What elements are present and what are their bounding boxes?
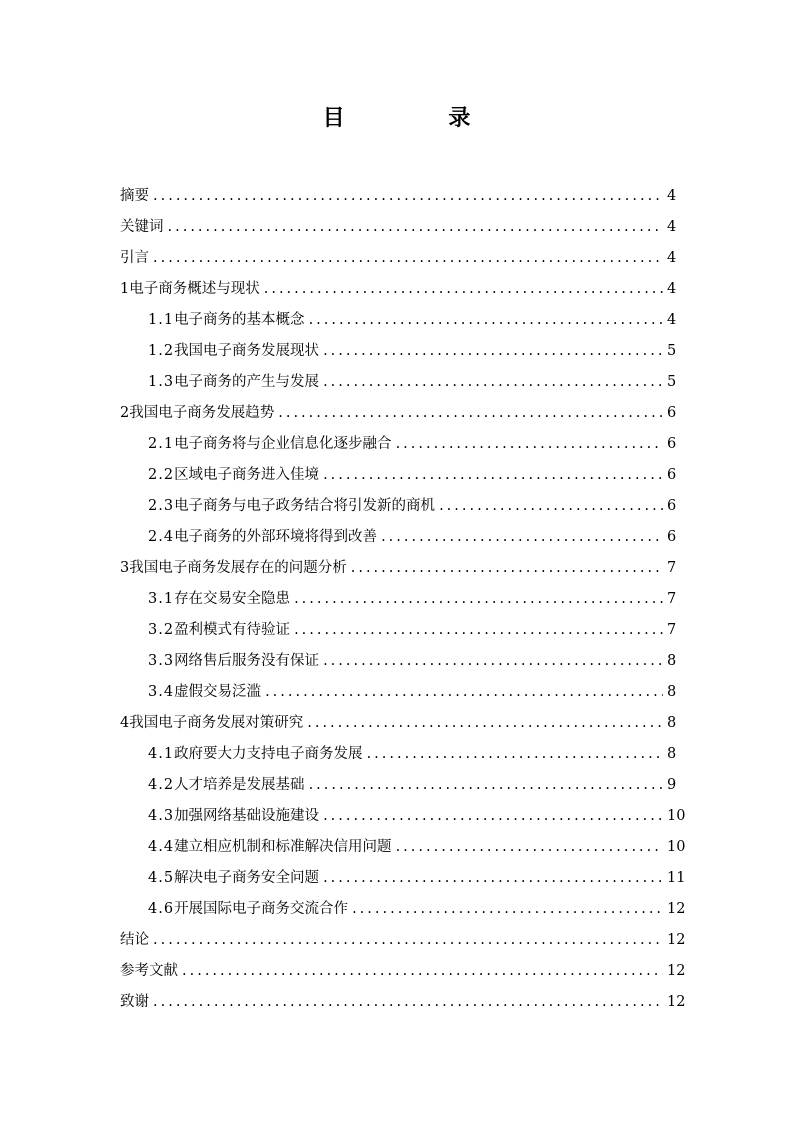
toc-entry[interactable] [120,770,675,801]
toc-entry[interactable] [120,181,675,212]
toc-dot-leader [307,708,663,739]
toc-entry-number: 1.1 [148,312,175,328]
toc-entry-title: 网络售后服务没有保证 [174,653,320,669]
toc-dot-leader [309,770,663,801]
toc-entry-number: 4.4 [148,839,175,855]
toc-entry-page: 5 [667,374,677,390]
toc-entry-number: 2.3 [148,498,175,514]
toc-dot-leader [323,336,663,367]
toc-entry-page: 7 [667,560,677,576]
toc-entry-title: 参考文献 [120,963,178,979]
toc-entry-title: 政府要大力支持电子商务发展 [174,746,363,762]
toc-entry-number: 4.6 [148,901,175,917]
toc-entry-number: 1 [120,281,130,297]
toc-entry-page: 4 [667,219,677,235]
toc-entry-title: 引言 [120,250,149,266]
toc-entry-number: 1.2 [148,343,175,359]
toc-entry-number: 2 [120,405,130,421]
toc-entry[interactable] [120,708,675,739]
toc-entry[interactable] [120,956,686,987]
toc-entry-page: 6 [667,436,677,452]
toc-entry-number: 3.3 [148,653,175,669]
toc-entry-title: 开展国际电子商务交流合作 [174,901,349,917]
toc-entry-title: 区域电子商务进入佳境 [174,467,320,483]
toc-entry[interactable] [120,522,675,553]
toc-dot-leader [278,398,663,429]
toc-dot-leader [323,646,663,677]
toc-dot-leader [381,522,663,553]
toc-entry-page: 8 [667,684,677,700]
toc-entry-number: 4.5 [148,870,175,886]
toc-entry-page: 8 [667,746,677,762]
toc-entry[interactable] [120,553,675,584]
toc-dot-leader [439,491,663,522]
toc-entry-title: 存在交易安全隐患 [174,591,291,607]
toc-entry-page: 4 [667,250,677,266]
toc-dot-leader [182,956,663,987]
toc-entry[interactable] [120,429,675,460]
toc-entry[interactable] [120,677,675,708]
toc-dot-leader [153,243,663,274]
toc-entry-number: 3.1 [148,591,175,607]
toc-entry-number: 4 [120,715,130,731]
toc-entry-page: 6 [667,498,677,514]
toc-dot-leader [367,739,663,770]
toc-entry-page: 4 [667,281,677,297]
toc-dot-leader [352,894,663,925]
toc-entry-title: 盈利模式有待验证 [174,622,291,638]
toc-dot-leader [264,274,663,305]
toc-entry-page: 12 [667,994,686,1010]
toc-entry-title: 结论 [120,932,149,948]
toc-entry-number: 2.1 [148,436,175,452]
toc-entry-title: 解决电子商务安全问题 [174,870,320,886]
toc-entry-title: 关键词 [120,219,164,235]
toc-entry-number: 4.1 [148,746,175,762]
toc-entry[interactable] [120,491,675,522]
toc-entry[interactable] [120,584,675,615]
toc-dot-leader [168,212,664,243]
toc-entry-number: 2.2 [148,467,175,483]
toc-entry-title: 我国电子商务发展存在的问题分析 [129,560,347,576]
toc-entry[interactable] [120,336,675,367]
toc-entry-page: 11 [667,870,686,886]
toc-entry[interactable] [120,398,675,429]
toc-entry-title: 我国电子商务发展现状 [174,343,320,359]
toc-entry-number: 1.3 [148,374,175,390]
toc-dot-leader [323,801,663,832]
toc-entry-title: 加强网络基础设施建设 [174,808,320,824]
toc-entry-page: 8 [667,653,677,669]
toc-dot-leader [309,305,663,336]
toc-entry-title: 人才培养是发展基础 [174,777,305,793]
toc-entry-number: 2.4 [148,529,175,545]
toc-entry-page: 12 [667,932,686,948]
toc-entry-title: 电子商务的基本概念 [174,312,305,328]
toc-entry-page: 6 [667,467,677,483]
toc-entry-title: 摘要 [120,188,149,204]
toc-entry-title: 电子商务与电子政务结合将引发新的商机 [174,498,436,514]
toc-dot-leader [323,460,663,491]
toc-entry[interactable] [120,863,686,894]
toc-entry[interactable] [120,987,686,1018]
toc-entry-page: 8 [667,715,677,731]
toc-entry-number: 3.2 [148,622,175,638]
toc-entry-title: 我国电子商务发展对策研究 [129,715,304,731]
toc-entry-page: 6 [667,405,677,421]
toc-entry-page: 6 [667,529,677,545]
toc-entry-page: 9 [667,777,677,793]
toc-entry[interactable] [120,894,686,925]
page-title: 目 录 [322,105,519,131]
toc-entry[interactable] [120,460,675,491]
toc-entry[interactable] [120,832,686,863]
toc-entry-page: 4 [667,188,677,204]
toc-entry-page: 12 [667,963,686,979]
toc-dot-leader [351,553,663,584]
toc-entry-number: 3.4 [148,684,175,700]
toc-entry[interactable] [120,925,686,956]
toc-entry[interactable] [120,274,675,305]
toc-entry-page: 7 [667,622,677,638]
toc-entry-page: 7 [667,591,677,607]
toc-dot-leader [323,863,663,894]
toc-entry-number: 3 [120,560,130,576]
toc-entry-title: 致谢 [120,994,149,1010]
toc-entry-title: 电子商务将与企业信息化逐步融合 [174,436,392,452]
toc-entry-title: 建立相应机制和标准解决信用问题 [174,839,392,855]
toc-dot-leader [153,925,663,956]
toc-entry[interactable] [120,801,686,832]
toc-entry-title: 电子商务的产生与发展 [174,374,320,390]
toc-entry[interactable] [120,212,675,243]
toc-dot-leader [323,367,663,398]
toc-dot-leader [396,832,663,863]
toc-dot-leader [396,429,663,460]
toc-dot-leader [294,615,663,646]
toc-entry[interactable] [120,646,675,677]
toc-entry-title: 我国电子商务发展趋势 [129,405,275,421]
toc-entry[interactable] [120,367,675,398]
table-of-contents [120,181,686,1018]
toc-entry-title: 电子商务概述与现状 [129,281,260,297]
toc-dot-leader [265,677,663,708]
toc-entry-page: 10 [667,808,686,824]
toc-entry-page: 5 [667,343,677,359]
toc-entry[interactable] [120,739,675,770]
toc-dot-leader [294,584,663,615]
toc-entry[interactable] [120,243,675,274]
toc-entry-page: 10 [667,839,686,855]
toc-entry-title: 电子商务的外部环境将得到改善 [174,529,378,545]
toc-dot-leader [153,987,663,1018]
toc-entry-number: 4.2 [148,777,175,793]
toc-entry[interactable] [120,305,675,336]
toc-entry-page: 4 [667,312,677,328]
toc-dot-leader [153,181,663,212]
toc-entry-title: 虚假交易泛滥 [174,684,262,700]
toc-entry-number: 4.3 [148,808,175,824]
toc-entry-page: 12 [667,901,686,917]
toc-entry[interactable] [120,615,675,646]
